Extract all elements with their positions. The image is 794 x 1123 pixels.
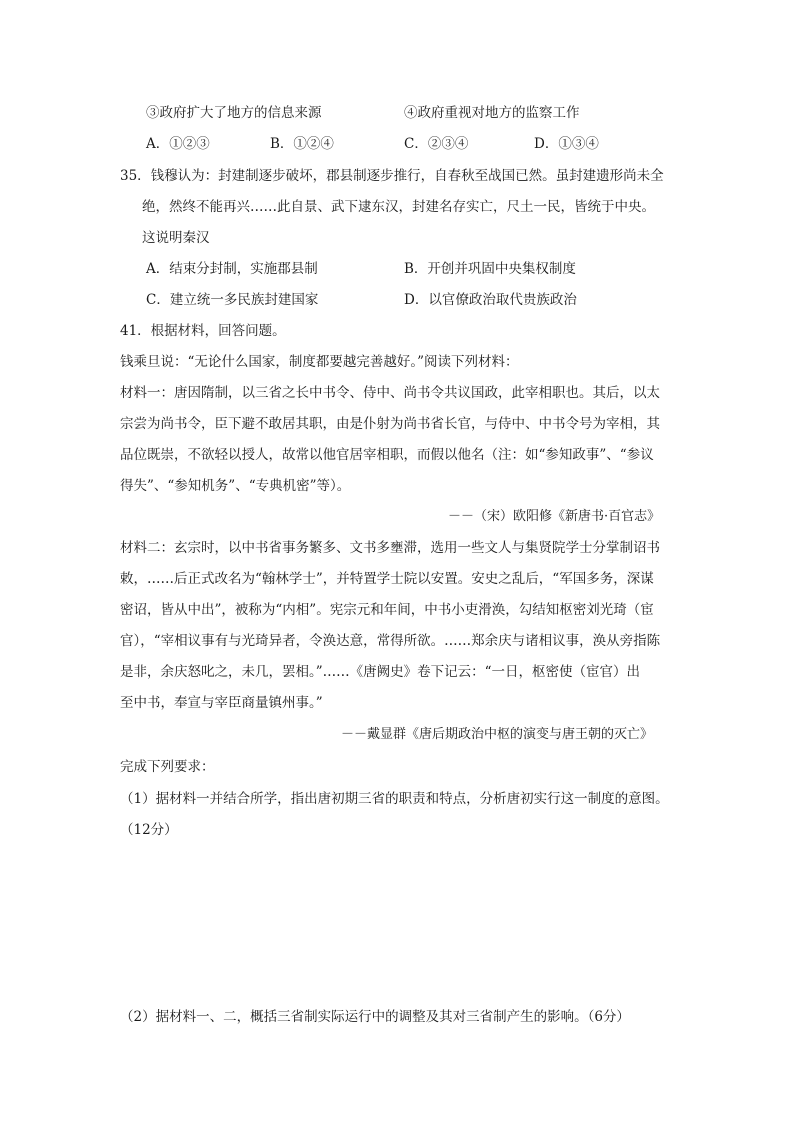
q34-option-3: ③政府扩大了地方的信息来源 [146, 105, 322, 121]
material-2-line-5: 是非，余庆怒叱之，未几，罢相。”……《唐阙史》卷下记云：“一日，枢密使（宦官）出 [120, 664, 641, 680]
material-1-line-2: 宗尝为尚书令，臣下避不敢居其职，由是仆射为尚书省长官，与侍中、中书令号为宰相，其 [120, 416, 660, 432]
task-2: （2）据材料一、二，概括三省制实际运行中的调整及其对三省制产生的影响。（6分） [120, 1009, 630, 1025]
q35-stem-line-1: 35．钱穆认为：封建制逐步破坏，郡县制逐步推行，自春秋至战国已然。虽封建遗形尚未全 [120, 168, 664, 184]
q35-choice-d: D．以官僚政治取代贵族政治 [404, 292, 577, 308]
material-1-line-3: 品位既崇，不欲轻以授人，故常以他官居宰相职，而假以他名（注：如“参知政事”、“参议 [120, 447, 654, 463]
q35-stem-line-3: 这说明秦汉 [142, 230, 210, 246]
q34-choice-d: D．①③④ [534, 136, 599, 152]
task-1-line-1: （1）据材料一并结合所学，指出唐初期三省的职责和特点，分析唐初实行这一制度的意图。 [120, 791, 669, 807]
task-1-line-2: （12分） [120, 822, 178, 838]
material-2-line-1: 材料二：玄宗时，以中书省事务繁多、文书多壅滞，选用一些文人与集贤院学士分掌制诏书 [120, 540, 660, 556]
q34-choice-a: A．①②③ [146, 136, 210, 152]
q34-option-4: ④政府重视对地方的监察工作 [404, 105, 580, 121]
material-2-line-2: 敕，……后正式改名为“翰林学士”，并特置学士院以安置。安史之乱后，“军国多务，深谋 [120, 571, 654, 587]
task-intro: 完成下列要求： [120, 759, 215, 775]
q41-heading: 41．根据材料，回答问题。 [120, 323, 286, 339]
q35-choice-c: C．建立统一多民族封建国家 [146, 292, 319, 308]
material-2-source: －－戴显群《唐后期政治中枢的演变与唐王朝的灭亡》 [341, 727, 654, 742]
q41-intro: 钱乘旦说：“无论什么国家，制度都要越完善越好。”阅读下列材料： [120, 354, 519, 370]
material-2-line-3: 密诏，皆从中出”，被称为“内相”。宪宗元和年间，中书小吏滑涣，勾结知枢密刘光琦（宦 [120, 602, 654, 618]
q35-choice-a: A．结束分封制，实施郡县制 [146, 261, 318, 277]
material-1-line-4: 得失”、“参知机务”、“专典机密”等）。 [120, 478, 351, 494]
q34-choice-b: B．①②④ [270, 136, 334, 152]
q34-choice-c: C．②③④ [404, 136, 469, 152]
material-2-line-4: 官），“宰相议事有与光琦异者，令涣达意，常得所欲。……郑余庆与诸相议事，涣从旁指陈 [120, 633, 661, 649]
material-1-line-1: 材料一：唐因隋制，以三省之长中书令、侍中、尚书令共议国政，此宰相职也。其后，以太 [120, 385, 660, 401]
q35-choice-b: B．开创并巩固中央集权制度 [404, 261, 576, 277]
q35-stem-line-2: 绝，然终不能再兴……此自景、武下逮东汉，封建名存实亡，尺土一民，皆统于中央。 [142, 199, 655, 215]
material-2-line-6: 至中书，奉宣与宰臣商量镇州事。” [120, 695, 323, 711]
material-1-source: －－（宋）欧阳修《新唐书·百官志》 [448, 509, 661, 524]
